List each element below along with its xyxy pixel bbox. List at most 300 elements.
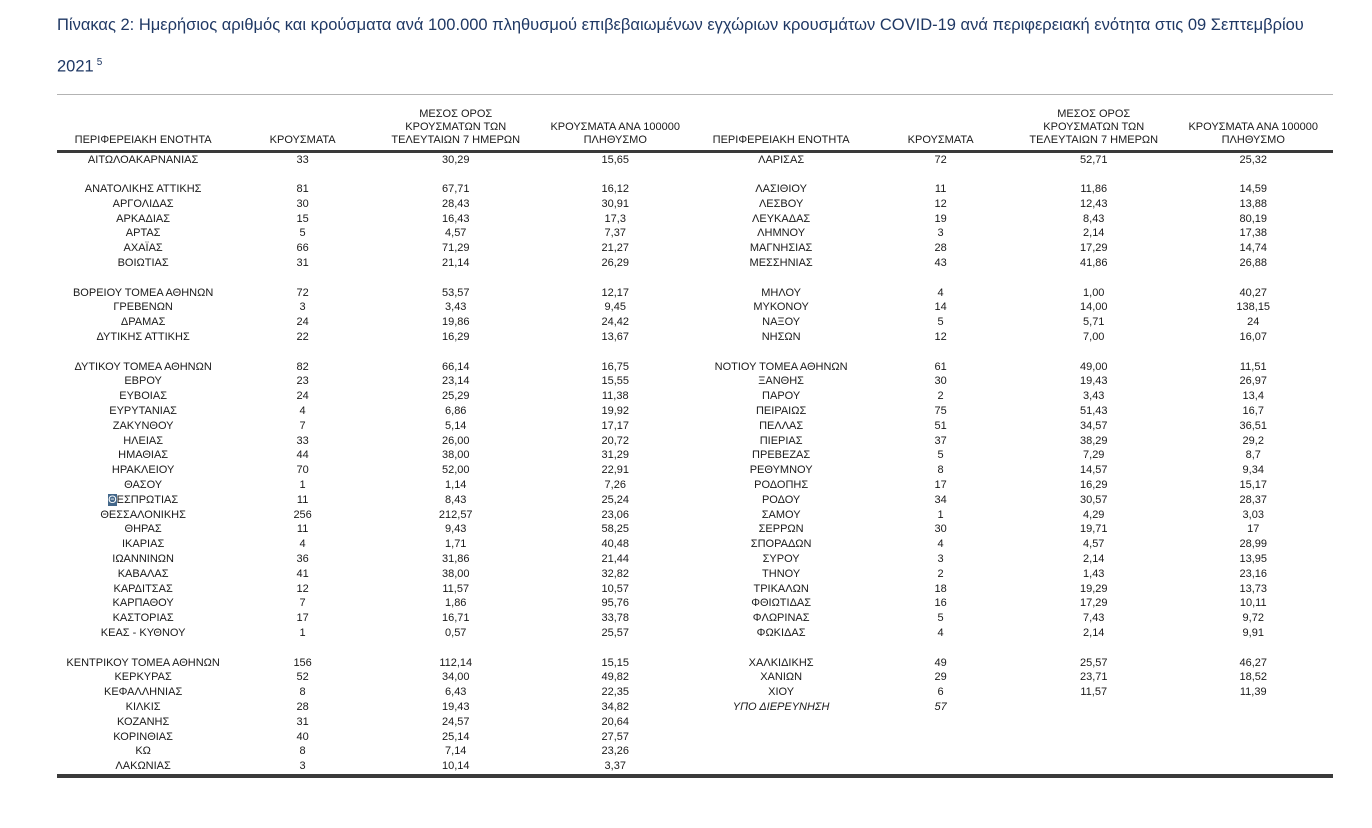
column-header-cases: ΚΡΟΥΣΜΑΤΑ [867, 95, 1014, 152]
7day-average-cell: 25,29 [441, 390, 470, 403]
7day-average-cell: 26,00 [441, 434, 470, 447]
per-100k-cell: 20,72 [601, 434, 629, 447]
region-cell: ΑΡΤΑΣ [125, 227, 161, 240]
cases-cell: 70 [296, 464, 309, 477]
7day-average-cell: 19,29 [1079, 582, 1108, 595]
spacer-cell [57, 345, 695, 360]
region-cell: ΜΥΚΟΝΟΥ [753, 301, 809, 314]
table-row [695, 522, 1333, 537]
per-100k-cell: 18,52 [1239, 671, 1267, 684]
region-cell: ΑΡΓΟΛΙΔΑΣ [112, 197, 174, 210]
region-cell: ΒΟΡΕΙΟΥ ΤΟΜΕΑ ΑΘΗΝΩΝ [72, 286, 214, 299]
7day-average-cell: 9,43 [445, 523, 467, 536]
region-cell: ΝΗΣΩΝ [761, 331, 801, 344]
per-100k-cell: 28,99 [1239, 538, 1267, 551]
column-header-cases: ΚΡΟΥΣΜΑΤΑ [229, 95, 376, 152]
cases-cell: 37 [934, 434, 947, 447]
region-cell: ΧΙΟΥ [768, 686, 795, 699]
table-row [695, 182, 1333, 197]
7day-average-cell: 7,00 [1083, 331, 1105, 344]
7day-average-cell: 17,29 [1079, 242, 1108, 255]
header-row [57, 95, 695, 152]
7day-average-cell: 19,71 [1079, 523, 1108, 536]
region-cell: ΕΥΒΟΙΑΣ [119, 390, 167, 403]
7day-average-cell: 1,43 [1083, 567, 1105, 580]
7day-average-cell: 17,29 [1079, 597, 1108, 610]
table-row [57, 552, 695, 567]
per-100k-cell: 26,88 [1239, 257, 1267, 270]
region-cell: ΠΡΕΒΕΖΑΣ [752, 449, 811, 462]
spacer-row [695, 345, 1333, 360]
region-cell: ΛΗΜΝΟΥ [757, 227, 806, 240]
cases-cell: 7 [299, 419, 306, 432]
region-cell: ΧΑΝΙΩΝ [760, 671, 803, 684]
7day-average-cell: 14,00 [1079, 301, 1108, 314]
7day-average-cell: 8,43 [1083, 212, 1105, 225]
per-100k-cell: 23,06 [601, 508, 629, 521]
spacer-row [57, 167, 695, 182]
table-row [695, 670, 1333, 685]
region-cell: ΑΙΤΩΛΟΑΚΑΡΝΑΝΙΑΣ [87, 153, 199, 166]
table-row [57, 626, 695, 641]
region-cell: ΔΥΤΙΚΗΣ ΑΤΤΙΚΗΣ [96, 331, 190, 344]
7day-average-cell: 11,57 [442, 582, 470, 595]
per-100k-cell: 16,07 [1239, 331, 1267, 344]
7day-average-cell: 51,43 [1079, 405, 1108, 418]
7day-average-cell: 0,57 [445, 627, 467, 639]
per-100k-cell: 15,55 [601, 375, 629, 388]
7day-average-cell: 16,71 [441, 612, 470, 625]
table-row [695, 656, 1333, 671]
spacer-row [57, 641, 695, 656]
region-cell: ΥΠΟ ΔΙΕΡΕΥΝΗΣΗ [732, 700, 830, 713]
table-row [695, 448, 1333, 463]
table-row [695, 389, 1333, 404]
per-100k-cell: 16,12 [601, 183, 629, 196]
table-right-half [695, 95, 1333, 715]
per-100k-cell: 11,39 [1239, 686, 1267, 699]
7day-average-cell: 38,00 [441, 449, 470, 462]
per-100k-cell: 24 [1247, 316, 1260, 329]
table-row [57, 493, 695, 508]
7day-average-cell: 1,14 [445, 479, 467, 492]
7day-average-cell: 7,14 [445, 745, 467, 758]
cases-cell: 8 [299, 686, 306, 699]
cases-cell: 57 [934, 700, 947, 713]
per-100k-cell: 26,29 [601, 257, 629, 270]
cases-cell: 12 [934, 197, 947, 210]
table-row [57, 478, 695, 493]
7day-average-cell [1014, 700, 1174, 715]
7day-average-cell: 31,86 [441, 553, 470, 566]
per-100k-cell: 13,67 [601, 331, 629, 344]
table-row [57, 315, 695, 330]
7day-average-cell: 5,71 [1083, 316, 1105, 329]
region-cell: ΛΑΡΙΣΑΣ [758, 153, 805, 166]
cases-cell: 1 [299, 479, 306, 492]
table-right-header [695, 95, 1333, 152]
table-row [695, 508, 1333, 523]
table-row [57, 404, 695, 419]
region-cell: ΣΠΟΡΑΔΩΝ [750, 538, 812, 551]
header-row [695, 95, 1333, 152]
cases-cell: 31 [296, 715, 309, 728]
table-row [57, 300, 695, 315]
cases-cell: 31 [296, 257, 309, 270]
table-row [695, 596, 1333, 611]
spacer-cell [57, 271, 695, 286]
per-100k-cell: 23,26 [601, 745, 629, 758]
region-cell: ΚΟΡΙΝΘΙΑΣ [113, 730, 173, 743]
cases-cell: 7 [299, 597, 306, 610]
cases-cell: 156 [293, 656, 312, 669]
region-cell: ΛΑΣΙΘΙΟΥ [755, 183, 807, 196]
region-cell: ΔΥΤΙΚΟΥ ΤΟΜΕΑ ΑΘΗΝΩΝ [74, 360, 212, 373]
per-100k-cell: 17,38 [1239, 227, 1267, 240]
cases-cell: 14 [934, 301, 947, 314]
per-100k-cell: 28,37 [1239, 493, 1267, 506]
per-100k-cell: 49,82 [601, 671, 629, 684]
per-100k-cell: 21,44 [601, 553, 629, 566]
per-100k-cell: 23,16 [1239, 567, 1267, 580]
region-cell: ΔΡΑΜΑΣ [120, 316, 166, 329]
cases-cell: 49 [934, 656, 947, 669]
table-bottom-rule [57, 774, 1333, 778]
per-100k-cell: 33,78 [601, 612, 629, 625]
spacer-cell [57, 641, 695, 656]
7day-average-cell: 53,57 [441, 286, 470, 299]
7day-average-cell: 10,14 [441, 760, 470, 773]
region-cell: ΛΕΥΚΑΔΑΣ [752, 212, 811, 225]
table-row [695, 582, 1333, 597]
covid-cases-table [57, 94, 1333, 778]
region-cell: ΣΥΡΟΥ [762, 553, 800, 566]
cases-cell: 72 [934, 153, 947, 166]
cases-cell: 4 [937, 538, 944, 551]
per-100k-cell: 17,17 [601, 419, 629, 432]
region-cell: ΗΛΕΙΑΣ [123, 434, 164, 447]
spacer-cell [57, 167, 695, 182]
table-row [57, 197, 695, 212]
per-100k-cell: 14,74 [1239, 242, 1267, 255]
7day-average-cell: 4,57 [445, 227, 467, 240]
7day-average-cell: 1,86 [445, 597, 467, 610]
cases-cell: 66 [296, 242, 309, 255]
per-100k-cell: 3,37 [604, 760, 626, 773]
per-100k-cell: 25,57 [601, 627, 629, 639]
table-row [695, 552, 1333, 567]
region-cell: ΦΩΚΙΔΑΣ [756, 627, 806, 639]
7day-average-cell: 49,00 [1079, 360, 1108, 373]
per-100k-cell: 25,32 [1239, 153, 1267, 166]
spacer-row [695, 167, 1333, 182]
cases-cell: 36 [296, 553, 309, 566]
per-100k-cell: 10,11 [1239, 597, 1267, 610]
spacer-row [695, 271, 1333, 286]
cases-cell: 5 [937, 449, 944, 462]
cases-cell: 1 [937, 508, 944, 521]
cases-cell: 11 [934, 183, 947, 196]
region-cell: ΒΟΙΩΤΙΑΣ [117, 257, 169, 270]
7day-average-cell: 30,57 [1079, 493, 1108, 506]
table-row [695, 700, 1333, 715]
7day-average-cell: 52,00 [441, 464, 470, 477]
cases-cell: 4 [299, 538, 306, 551]
cases-cell: 5 [299, 227, 306, 240]
cases-cell: 4 [937, 627, 944, 639]
table-row [57, 434, 695, 449]
7day-average-cell: 34,57 [1079, 419, 1108, 432]
per-100k-cell: 34,82 [601, 700, 629, 713]
column-header-region: ΠΕΡΙΦΕΡΕΙΑΚΗ ΕΝΟΤΗΤΑ [695, 95, 867, 152]
cases-cell: 28 [296, 700, 309, 713]
7day-average-cell: 34,00 [441, 671, 470, 684]
table-row [57, 360, 695, 375]
region-cell: ΚΕΦΑΛΛΗΝΙΑΣ [104, 686, 183, 699]
region-cell: ΚΑΒΑΛΑΣ [117, 567, 169, 580]
region-cell: ΜΗΛΟΥ [761, 286, 801, 299]
cases-cell: 24 [296, 316, 309, 329]
7day-average-cell: 3,43 [445, 301, 467, 314]
per-100k-cell: 16,75 [601, 360, 629, 373]
per-100k-cell: 14,59 [1239, 183, 1267, 196]
table-row [695, 330, 1333, 345]
table-left-half [57, 95, 695, 774]
per-100k-cell: 13,73 [1239, 582, 1267, 595]
cases-cell: 2 [937, 390, 944, 403]
spacer-cell [695, 271, 1333, 286]
per-100k-cell: 22,91 [601, 464, 629, 477]
text-selection-highlight: Θ [108, 493, 117, 506]
region-cell: ΚΕΑΣ - ΚΥΘΝΟΥ [100, 627, 186, 639]
cases-cell: 17 [934, 479, 947, 492]
per-100k-cell: 19,92 [601, 405, 629, 418]
per-100k-cell: 17 [1247, 523, 1260, 536]
per-100k-cell: 9,72 [1242, 612, 1264, 625]
per-100k-cell: 20,64 [601, 715, 629, 728]
column-header-per-100k: ΚΡΟΥΣΜΑΤΑ ΑΝΑ 100000 ΠΛΗΘΥΣΜΟ [535, 95, 695, 152]
cases-cell: 23 [296, 375, 309, 388]
7day-average-cell: 19,43 [1079, 375, 1108, 388]
per-100k-cell: 31,29 [601, 449, 629, 462]
cases-cell: 5 [937, 316, 944, 329]
region-cell: ΑΝΑΤΟΛΙΚΗΣ ΑΤΤΙΚΗΣ [84, 183, 202, 196]
cases-cell: 1 [299, 627, 306, 639]
table-row [695, 537, 1333, 552]
region-cell: ΚΙΛΚΙΣ [125, 700, 161, 713]
7day-average-cell: 4,57 [1083, 538, 1105, 551]
table-halves [57, 95, 1333, 774]
cases-cell: 81 [296, 183, 309, 196]
per-100k-cell: 7,26 [604, 479, 626, 492]
7day-average-cell: 23,14 [441, 375, 470, 388]
table-row [695, 360, 1333, 375]
region-cell: ΖΑΚΥΝΘΟΥ [112, 419, 174, 432]
7day-average-cell: 212,57 [438, 508, 473, 521]
region-cell: ΑΧΑΪΑΣ [123, 242, 163, 255]
cases-cell: 72 [296, 286, 309, 299]
cases-cell: 12 [296, 582, 309, 595]
7day-average-cell: 67,71 [441, 183, 470, 196]
table-row [57, 715, 695, 730]
table-left-body [57, 151, 695, 774]
region-cell: ΠΕΙΡΑΙΩΣ [755, 405, 807, 418]
cases-cell: 29 [934, 671, 947, 684]
table-row [695, 300, 1333, 315]
region-cell: ΦΘΙΩΤΙΔΑΣ [751, 597, 812, 610]
per-100k-cell: 16,7 [1242, 405, 1264, 418]
cases-cell: 19 [934, 212, 947, 225]
region-cell: ΚΕΝΤΡΙΚΟΥ ΤΟΜΕΑ ΑΘΗΝΩΝ [66, 656, 220, 669]
cases-cell: 6 [937, 686, 944, 699]
7day-average-cell: 6,86 [445, 405, 467, 418]
7day-average-cell: 1,00 [1083, 286, 1105, 299]
7day-average-cell: 30,29 [441, 153, 470, 166]
7day-average-cell: 19,43 [441, 700, 470, 713]
cases-cell: 4 [299, 405, 306, 418]
table-row [57, 611, 695, 626]
region-cell: ΘΕΣΠΡΩΤΙΑΣ [108, 493, 179, 506]
region-cell: ΣΕΡΡΩΝ [758, 523, 804, 536]
7day-average-cell: 5,14 [445, 419, 467, 432]
table-row [695, 493, 1333, 508]
table-row [695, 226, 1333, 241]
7day-average-cell: 7,43 [1083, 612, 1105, 625]
table-row [57, 522, 695, 537]
column-header-region: ΠΕΡΙΦΕΡΕΙΑΚΗ ΕΝΟΤΗΤΑ [57, 95, 229, 152]
7day-average-cell: 14,57 [1079, 464, 1108, 477]
cases-cell: 8 [299, 745, 306, 758]
per-100k-cell: 15,15 [601, 656, 629, 669]
table-row [57, 286, 695, 301]
cases-cell: 82 [296, 360, 309, 373]
spacer-cell [695, 641, 1333, 656]
table-row [695, 212, 1333, 227]
table-row [57, 730, 695, 745]
per-100k-cell: 95,76 [601, 597, 629, 610]
table-row [57, 537, 695, 552]
7day-average-cell: 71,29 [441, 242, 470, 255]
per-100k-cell: 36,51 [1239, 419, 1267, 432]
region-cell: ΜΕΣΣΗΝΙΑΣ [749, 257, 813, 270]
table-row [57, 226, 695, 241]
region-cell: ΙΚΑΡΙΑΣ [121, 538, 165, 551]
cases-cell: 11 [296, 523, 309, 536]
region-cell: ΕΥΡΥΤΑΝΙΑΣ [109, 405, 177, 418]
table-row [57, 241, 695, 256]
cases-cell: 2 [937, 567, 944, 580]
7day-average-cell: 21,14 [441, 257, 470, 270]
7day-average-cell: 2,14 [1083, 553, 1105, 566]
cases-cell: 24 [296, 390, 309, 403]
7day-average-cell: 66,14 [441, 360, 470, 373]
table-row [57, 508, 695, 523]
7day-average-cell: 52,71 [1079, 153, 1108, 166]
per-100k-cell: 30,91 [601, 197, 629, 210]
column-header-7day-average: ΜΕΣΟΣ ΟΡΟΣ ΚΡΟΥΣΜΑΤΩΝ ΤΩΝ ΤΕΛΕΥΤΑΙΩΝ 7 ΗΜΕΡΩΝ [376, 95, 536, 152]
region-cell: ΗΡΑΚΛΕΙΟΥ [111, 464, 175, 477]
cases-cell: 12 [934, 331, 947, 344]
per-100k-cell: 15,65 [601, 153, 629, 166]
7day-average-cell: 25,57 [1079, 656, 1108, 669]
region-cell: ΠΑΡΟΥ [762, 390, 801, 403]
7day-average-cell: 38,29 [1079, 434, 1108, 447]
per-100k-cell: 25,24 [601, 493, 629, 506]
cases-cell: 34 [934, 493, 947, 506]
per-100k-cell: 80,19 [1239, 212, 1267, 225]
per-100k-cell: 10,57 [601, 582, 629, 595]
table-row [57, 685, 695, 700]
per-100k-cell: 32,82 [601, 567, 629, 580]
cases-cell: 3 [937, 553, 944, 566]
table-row [695, 404, 1333, 419]
region-cell: ΙΩΑΝΝΙΝΩΝ [112, 553, 174, 566]
spacer-cell [695, 345, 1333, 360]
7day-average-cell: 8,43 [445, 493, 467, 506]
7day-average-cell: 19,86 [441, 316, 470, 329]
region-cell: ΡΕΘΥΜΝΟΥ [749, 464, 813, 477]
cases-cell: 22 [296, 331, 309, 344]
region-cell: ΚΩ [135, 745, 151, 758]
table-row [695, 374, 1333, 389]
table-row [57, 700, 695, 715]
table-right-body [695, 151, 1333, 715]
per-100k-cell: 9,34 [1242, 464, 1264, 477]
per-100k-cell: 13,95 [1239, 553, 1267, 566]
per-100k-cell: 17,3 [604, 212, 626, 225]
region-cell: ΕΒΡΟΥ [124, 375, 162, 388]
7day-average-cell: 2,14 [1083, 227, 1105, 240]
7day-average-cell: 41,86 [1079, 257, 1108, 270]
region-cell: ΚΑΡΠΑΘΟΥ [112, 597, 174, 610]
table-row [57, 212, 695, 227]
per-100k-cell: 3,03 [1242, 508, 1264, 521]
region-cell: ΗΜΑΘΙΑΣ [118, 449, 169, 462]
region-cell: ΤΡΙΚΑΛΩΝ [753, 582, 809, 595]
cases-cell: 51 [934, 419, 947, 432]
table-row [695, 315, 1333, 330]
cases-cell: 3 [299, 301, 306, 314]
table-row [57, 567, 695, 582]
table-row [695, 685, 1333, 700]
per-100k-cell: 46,27 [1239, 656, 1267, 669]
table-row [57, 463, 695, 478]
table-row [695, 463, 1333, 478]
per-100k-cell: 15,17 [1239, 479, 1267, 492]
7day-average-cell: 112,14 [439, 656, 473, 669]
spacer-row [695, 641, 1333, 656]
cases-cell: 44 [296, 449, 309, 462]
cases-cell: 4 [937, 286, 944, 299]
table-row [57, 596, 695, 611]
table-row [695, 197, 1333, 212]
table-row [695, 434, 1333, 449]
table-row [57, 374, 695, 389]
region-cell: ΝΑΞΟΥ [762, 316, 801, 329]
cases-cell: 30 [934, 523, 947, 536]
region-cell: ΠΙΕΡΙΑΣ [759, 434, 803, 447]
cases-cell: 15 [296, 212, 309, 225]
cases-cell: 17 [296, 612, 309, 625]
7day-average-cell: 4,29 [1083, 508, 1105, 521]
7day-average-cell: 11,57 [1080, 686, 1108, 699]
region-cell: ΡΟΔΟΥ [761, 493, 801, 506]
per-100k-cell: 29,2 [1242, 434, 1264, 447]
7day-average-cell: 16,29 [441, 331, 470, 344]
table-row [57, 582, 695, 597]
table-row [695, 256, 1333, 271]
region-cell: ΜΑΓΝΗΣΙΑΣ [749, 242, 813, 255]
